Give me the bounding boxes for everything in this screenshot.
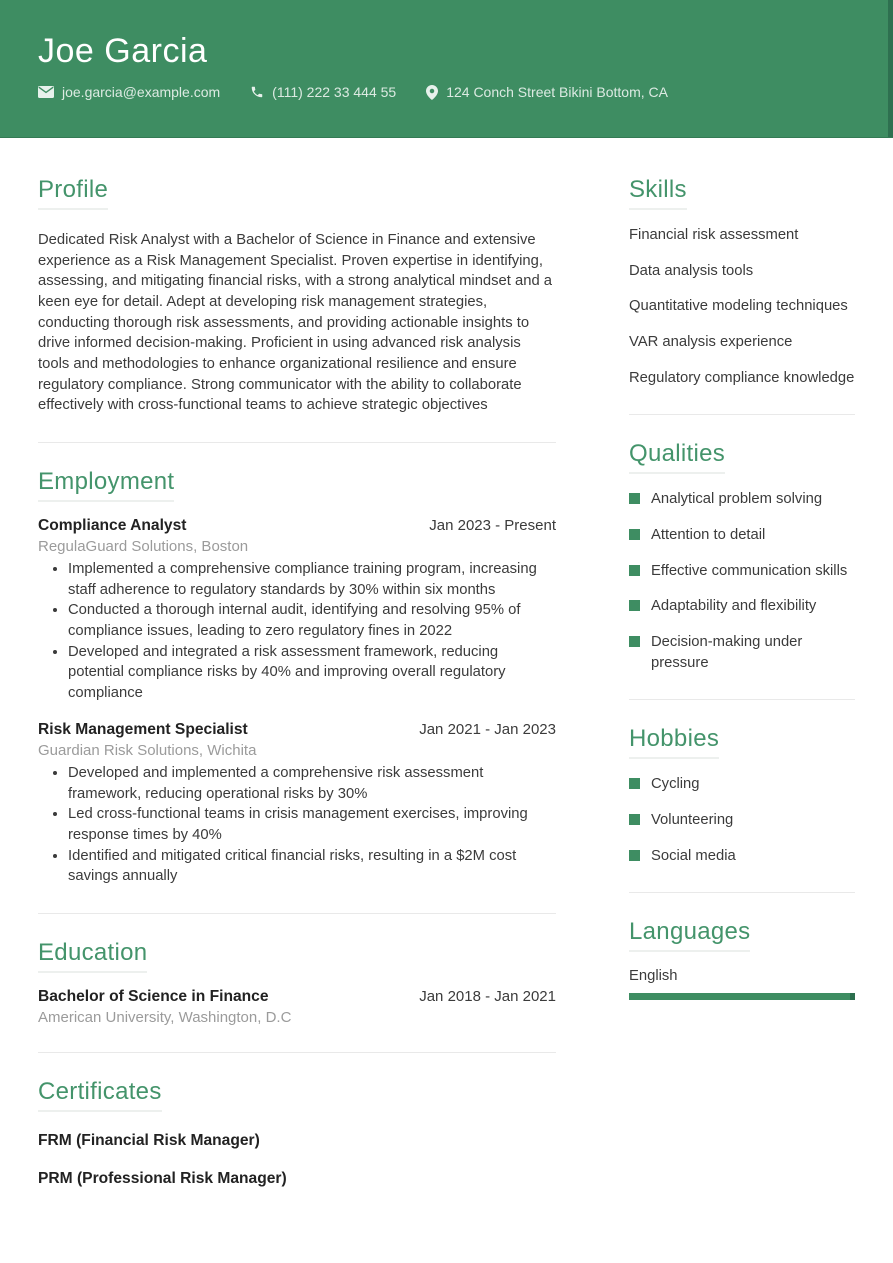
right-column <box>629 138 855 1188</box>
education-header <box>38 988 556 1006</box>
contact-address <box>426 84 668 100</box>
contact-email <box>38 84 220 100</box>
contact-phone-text: (111) 222 33 444 55 <box>272 84 397 101</box>
job-header <box>38 721 556 739</box>
certificates-heading: Certificates <box>38 1078 162 1112</box>
job-role: Risk Management Specialist <box>38 720 248 738</box>
section-employment <box>38 443 556 887</box>
hobby-text: Social media <box>651 847 736 864</box>
language-level-bar <box>629 993 855 1000</box>
contact-address-text: 124 Conch Street Bikini Bottom, CA <box>446 84 668 101</box>
left-column <box>38 138 556 1188</box>
square-bullet-icon <box>629 529 640 540</box>
quality-item <box>629 489 855 510</box>
job-entry <box>38 721 556 887</box>
hobby-item <box>629 810 855 831</box>
qualities-list <box>629 489 855 673</box>
quality-text: Effective communication skills <box>651 562 848 579</box>
section-languages <box>629 893 855 1000</box>
skills-list <box>629 225 855 389</box>
quality-item <box>629 561 855 582</box>
resume-header <box>0 0 893 138</box>
education-school: American University, Washington, D.C <box>38 1008 292 1026</box>
skills-heading: Skills <box>629 176 687 210</box>
certificate-item: FRM (Financial Risk Manager) <box>38 1131 260 1149</box>
phone-icon <box>250 85 264 99</box>
section-qualities <box>629 415 855 673</box>
contact-row <box>38 84 893 100</box>
job-company: RegulaGuard Solutions, Boston <box>38 537 249 555</box>
square-bullet-icon <box>629 565 640 576</box>
square-bullet-icon <box>629 850 640 861</box>
location-pin-icon <box>426 85 438 100</box>
email-icon <box>38 86 54 98</box>
square-bullet-icon <box>629 814 640 825</box>
job-bullet-list <box>38 559 556 704</box>
job-role: Compliance Analyst <box>38 516 187 534</box>
quality-text: Analytical problem solving <box>651 491 823 508</box>
job-dates: Jan 2023 - Present <box>429 516 556 534</box>
quality-text: Adaptability and flexibility <box>651 598 817 615</box>
skill-item: Quantitative modeling techniques <box>629 298 848 315</box>
job-bullet: • Developed and implemented a comprehensive risk assessment framework, reducing operational risks by 30% <box>68 763 556 804</box>
job-header <box>38 517 556 535</box>
square-bullet-icon <box>629 778 640 789</box>
employment-heading: Employment <box>38 468 174 502</box>
job-entry <box>38 517 556 704</box>
hobbies-list <box>629 774 855 866</box>
qualities-heading: Qualities <box>629 440 725 474</box>
education-degree: Bachelor of Science in Finance <box>38 987 269 1005</box>
section-education <box>38 914 556 1026</box>
section-hobbies <box>629 700 855 866</box>
resume-body <box>0 138 893 1188</box>
square-bullet-icon <box>629 600 640 611</box>
job-dates: Jan 2021 - Jan 2023 <box>419 720 556 738</box>
job-bullet-list <box>38 763 556 887</box>
hobby-item <box>629 846 855 867</box>
profile-text: Dedicated Risk Analyst with a Bachelor of Science in Finance and extensive experience as a Risk Management Specialist. Proven expertise in identifying, assessing, and mitigating financial risks, with a strong analytical mindset and a keen eye for detail. Adept at developing risk management strategies, conducting thorough risk assessments, and providing actionable insights to drive informed decision-making. Proficient in using advanced risk analysis tools and methodologies to enhance organizational resilience and ensure regulatory compliance. Strong communicator with the ability to collaborate effectively with cross-functional teams to achieve strategic objectives <box>38 231 553 414</box>
header-edge-strip <box>888 0 893 137</box>
square-bullet-icon <box>629 493 640 504</box>
hobby-item <box>629 774 855 795</box>
language-name: English <box>629 968 678 985</box>
quality-item <box>629 596 855 617</box>
job-company: Guardian Risk Solutions, Wichita <box>38 741 257 759</box>
languages-heading: Languages <box>629 918 750 952</box>
square-bullet-icon <box>629 636 640 647</box>
job-bullet: • Identified and mitigated critical financial risks, resulting in a $2M cost savings annually <box>68 846 556 887</box>
education-dates: Jan 2018 - Jan 2021 <box>419 987 556 1005</box>
education-heading: Education <box>38 939 147 973</box>
quality-text: Decision-making under pressure <box>651 633 803 671</box>
job-bullet: • Conducted a thorough internal audit, identifying and resolving 95% of compliance issues, leading to zero regulatory fines in 2022 <box>68 600 556 641</box>
contact-phone <box>250 84 396 100</box>
skill-item: Regulatory compliance knowledge <box>629 369 855 386</box>
certificate-item: PRM (Professional Risk Manager) <box>38 1169 287 1187</box>
job-bullet: • Implemented a comprehensive compliance training program, increasing staff adherence to regulatory standards by 30% within six months <box>68 559 556 600</box>
skill-item: Financial risk assessment <box>629 226 799 243</box>
section-profile <box>38 138 556 416</box>
quality-text: Attention to detail <box>651 526 766 543</box>
job-bullet: • Led cross-functional teams in crisis management exercises, improving response times by 40% <box>68 804 556 845</box>
contact-email-text: joe.garcia@example.com <box>62 84 221 101</box>
section-skills <box>629 138 855 388</box>
candidate-name: Joe Garcia <box>38 32 208 70</box>
quality-item <box>629 632 855 673</box>
language-level-fill <box>629 993 850 1000</box>
hobby-text: Volunteering <box>651 811 734 828</box>
profile-heading: Profile <box>38 176 108 210</box>
hobbies-heading: Hobbies <box>629 725 719 759</box>
quality-item <box>629 525 855 546</box>
job-bullet: • Developed and integrated a risk assessment framework, reducing potential compliance risks by 40% and improving overall regulatory compliance <box>68 642 556 704</box>
section-certificates <box>38 1053 556 1188</box>
education-entry <box>38 988 556 1026</box>
skill-item: Data analysis tools <box>629 262 754 279</box>
skill-item: VAR analysis experience <box>629 333 793 350</box>
hobby-text: Cycling <box>651 776 700 793</box>
